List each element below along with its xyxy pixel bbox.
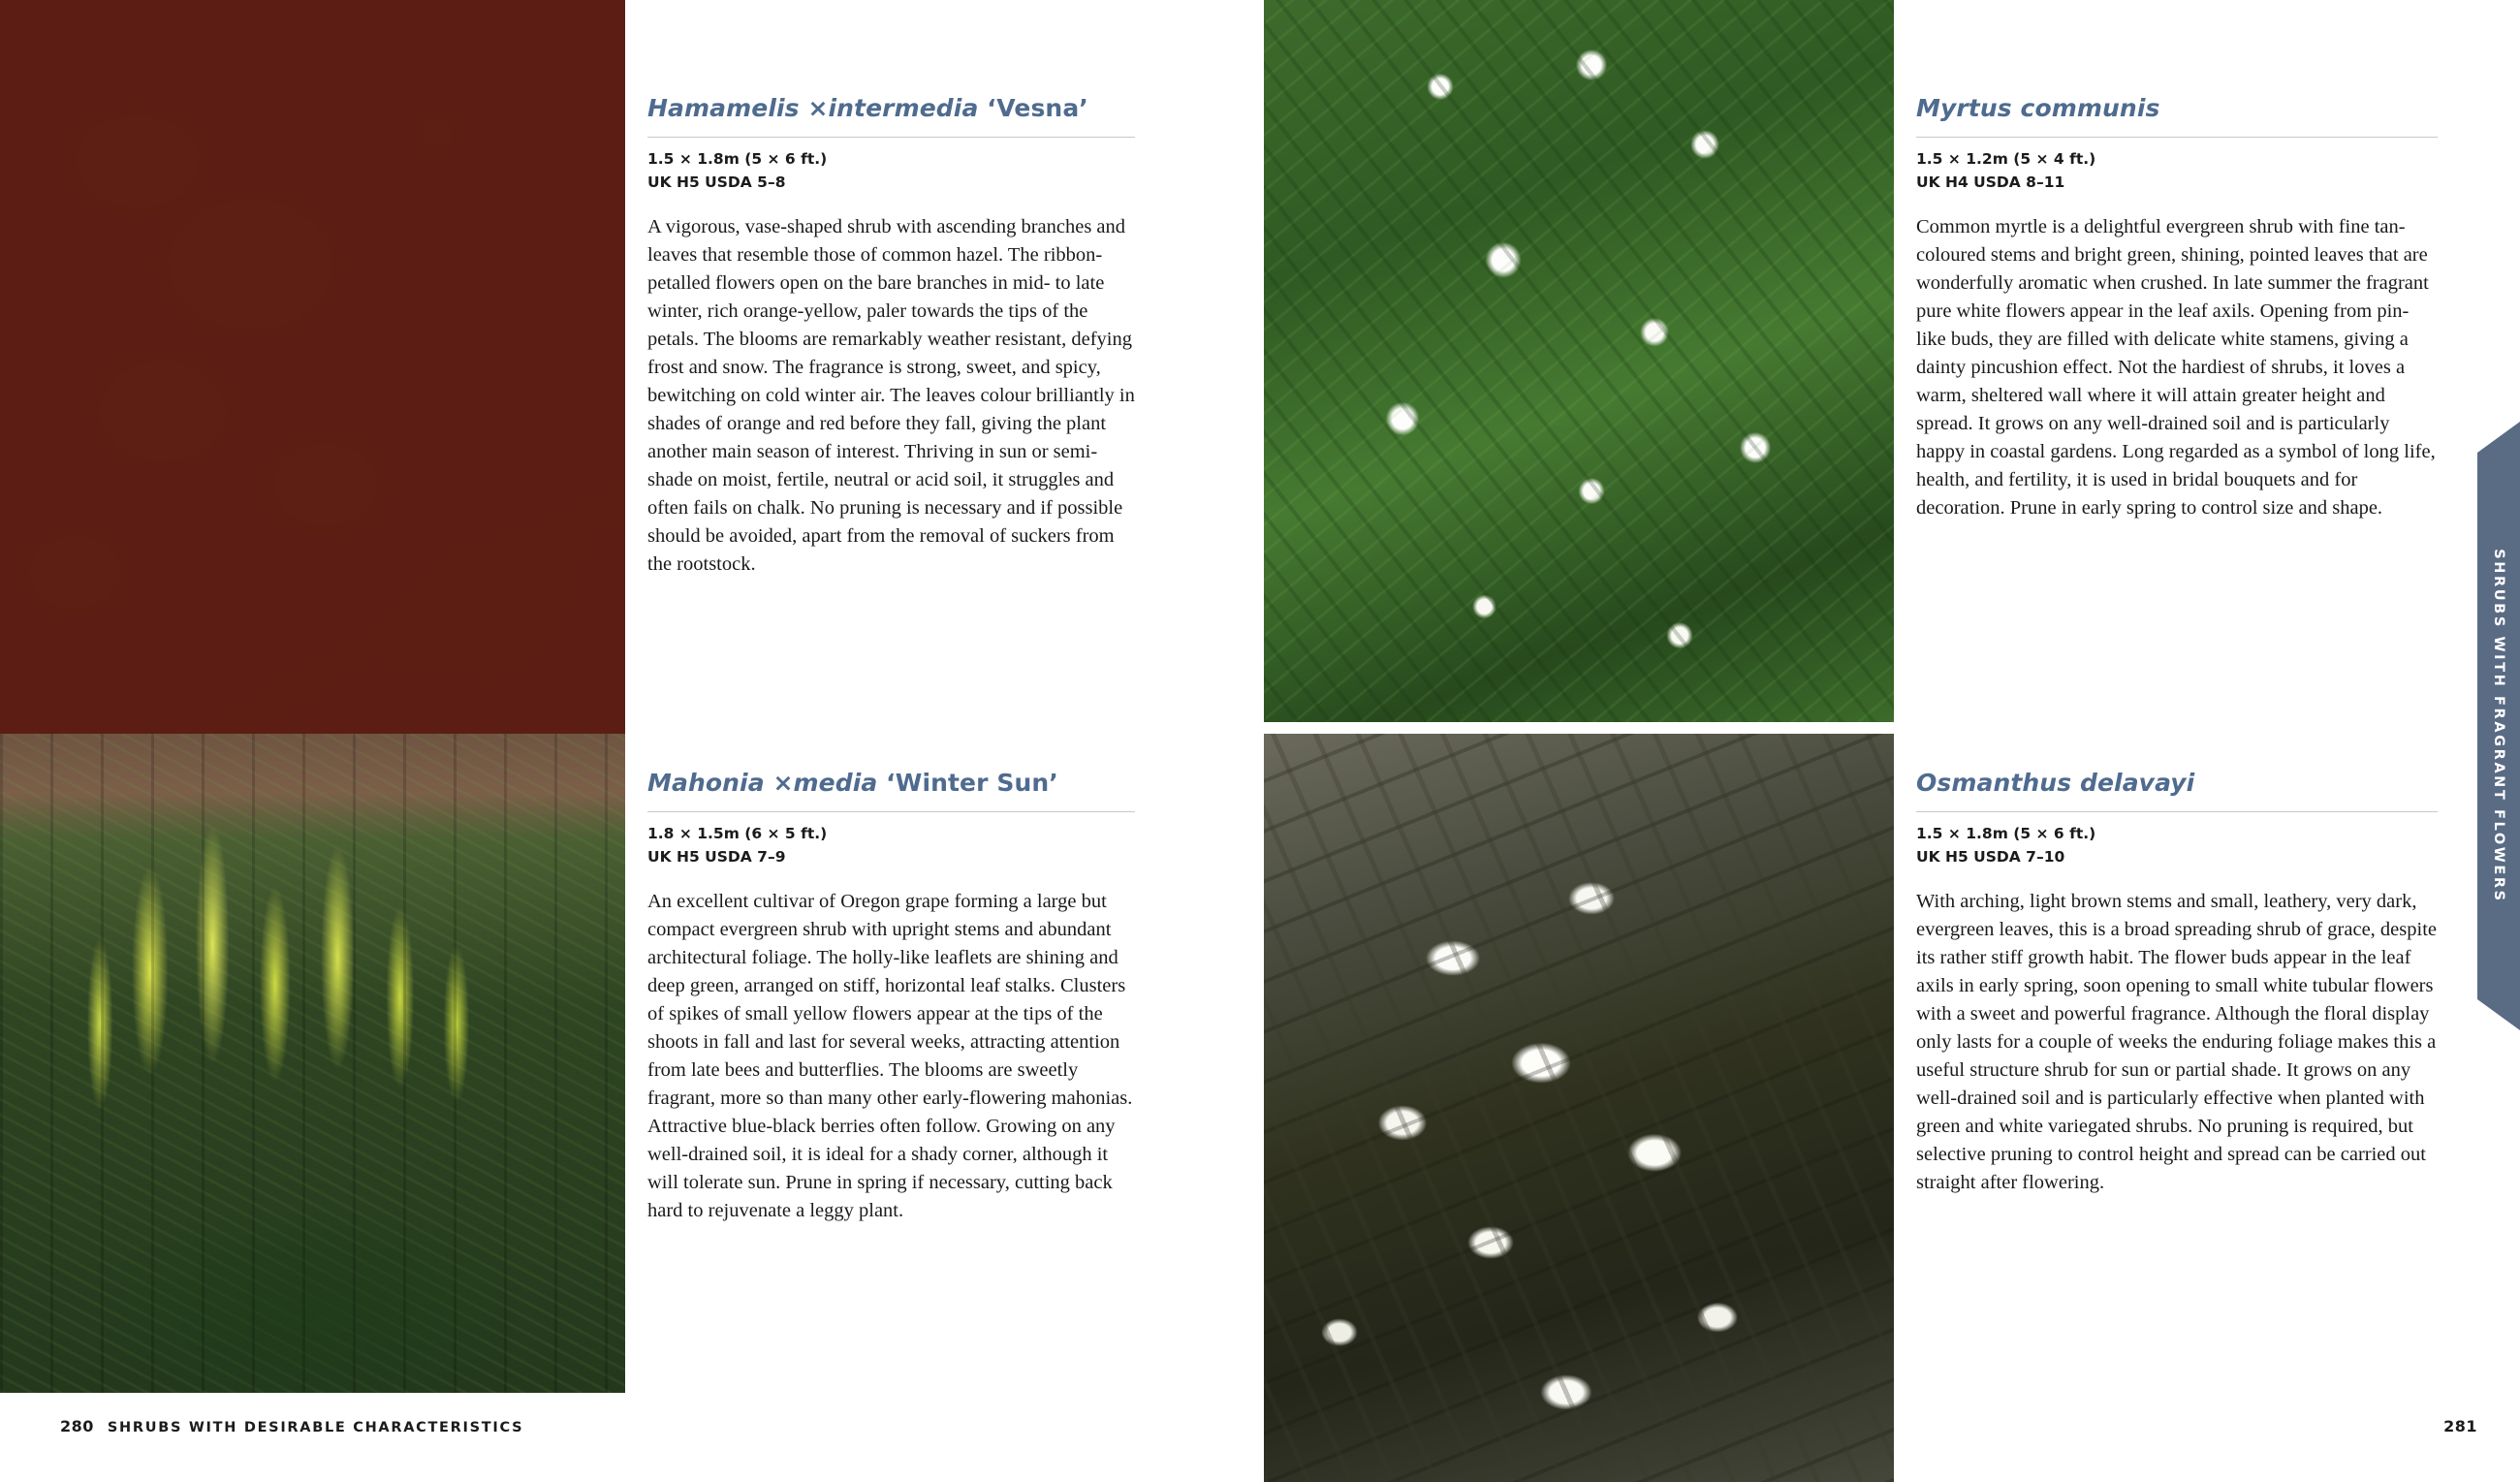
chapter-tab-label: SHRUBS WITH FRAGRANT FLOWERS [2491,549,2506,903]
folio-number-left: 280 [60,1417,94,1435]
mahonia-media-winter-sun-photo [0,734,625,1393]
plant-name-cultivar: ‘Winter Sun’ [886,769,1058,797]
folio-number-right: 281 [2443,1417,2477,1435]
entry-osmanthus [1264,734,2520,1482]
plant-name-italic: Hamamelis ×intermedia [647,94,979,122]
plant-description-mahonia: An excellent cultivar of Oregon grape forming a large but compact evergreen shrub with upright stems and abundant architectural foliage. The holly-like leaflets are shining and deep green, arranged on stiff, horizontal leaf stalks. Clusters of spikes of small yellow flowers appear at the tips of the shoots in fall and last for several weeks, attracting attention from late bees and butterflies. The blooms are sweetly fragrant, more so than many other early-flowering mahonias. Attractive blue-black berries often follow. Growing on any well-drained soil, it is ideal for a shady corner, although it will tolerate sun. Prune in spring if necessary, cutting back hard to rejuvenate a leggy plant. [647,890,1133,1221]
plant-name-italic: Osmanthus delavayi [1916,769,2195,797]
entry-mahonia [0,734,1159,1393]
left-page [0,0,1256,1482]
entry-myrtus [1264,0,2520,722]
plant-description-hamamelis: A vigorous, vase-shaped shrub with ascending branches and leaves that resemble those of common hazel. The ribbon-petalled flowers open on the bare branches in mid- to late winter, rich orange-yellow, paler towards the tips of the petals. The blooms are remarkably weather resistant, defying frost and snow. The fragrance is strong, sweet, and spicy, bewitching on cold winter air. The leaves colour brilliantly in shades of orange and red before they fall, giving the plant another main season of interest. Thriving in sun or semi-shade on moist, fertile, neutral or acid soil, it struggles and often fails on chalk. No pruning is necessary and if possible should be avoided, apart from the removal of suckers from the rootstock. [647,215,1135,575]
plant-name-italic: Myrtus communis [1916,94,2160,122]
chapter-thumb-tab [2477,422,2520,1030]
plant-size-mahonia: 1.8 × 1.5m (6 × 5 ft.) [647,824,828,842]
myrtus-communis-photo [1264,0,1894,722]
entry-text-osmanthus [1894,734,2520,1482]
right-page [1264,0,2520,1482]
plant-name-hamamelis [647,95,1135,138]
osmanthus-delavayi-photo [1264,734,1894,1482]
page-gutter [1256,0,1264,1482]
plant-name-cultivar: ‘Vesna’ [987,94,1088,122]
plant-name-italic: Mahonia ×media [647,769,878,797]
plant-hardiness-osmanthus: UK H5 USDA 7–10 [1916,847,2065,866]
plant-hardiness-myrtus: UK H4 USDA 8–11 [1916,173,2065,191]
plant-size-osmanthus: 1.5 × 1.8m (5 × 6 ft.) [1916,824,2096,842]
entry-text-mahonia [625,734,1159,1393]
entry-text-hamamelis [625,0,1159,734]
plant-description-osmanthus: With arching, light brown stems and small, leathery, very dark, evergreen leaves, this is a broad spreading shrub of grace, despite its rather stiff growth habit. The flower buds appear in the leaf axils in early spring, soon opening to small white tubular flowers with a sweet and powerful fragrance. Although the floral display only lasts for a couple of weeks the enduring foliage makes this a useful structure shrub for sun or partial shade. It grows on any well-drained soil and is particularly effective when planted with green and white variegated shrubs. No pruning is required, but selective pruning to control height and spread can be carried out straight after flowering. [1916,890,2437,1193]
plant-hardiness-mahonia: UK H5 USDA 7–9 [647,847,786,866]
plant-description-myrtus: Common myrtle is a delightful evergreen shrub with fine tan-coloured stems and bright green, shining, pointed leaves that are wonderfully aromatic when crushed. In late summer the fragrant pure white flowers appear in the leaf axils. Opening from pin-like buds, they are filled with delicate white stamens, giving a dainty pincushion effect. Not the hardiest of shrubs, it loves a warm, sheltered wall where it will attain greater height and spread. It grows on any well-drained soil and is particularly happy in coastal gardens. Long regarded as a symbol of long life, health, and fertility, it is used in bridal bouquets and for decoration. Prune in early spring to control size and shape. [1916,215,2436,519]
entry-text-myrtus [1894,0,2520,722]
plant-name-osmanthus [1916,770,2438,812]
hamamelis-intermedia-vesna-photo [0,0,625,734]
plant-name-mahonia [647,770,1135,812]
plant-size-myrtus: 1.5 × 1.2m (5 × 4 ft.) [1916,149,2096,168]
entry-hamamelis [0,0,1159,734]
plant-size-hamamelis: 1.5 × 1.8m (5 × 6 ft.) [647,149,828,168]
running-head-left: SHRUBS WITH DESIRABLE CHARACTERISTICS [107,1420,524,1435]
plant-name-myrtus [1916,95,2438,138]
plant-hardiness-hamamelis: UK H5 USDA 5–8 [647,173,786,191]
left-page-footer [60,1417,523,1435]
